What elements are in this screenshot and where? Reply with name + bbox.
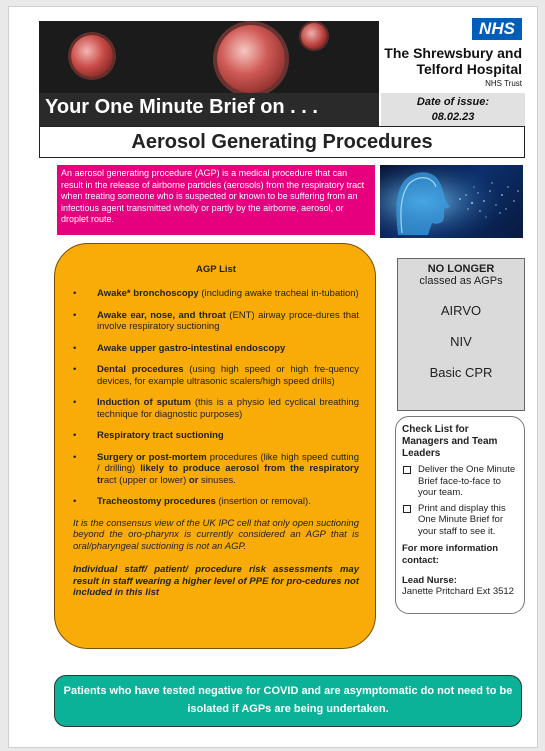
bullet-icon: • [73, 496, 77, 507]
issue-date: 08.02.23 [431, 111, 475, 123]
list-item: • Awake ear, nose, and throat (ENT) airway proce-dures that involve respiratory suctioning [73, 309, 360, 332]
list-item: • Awake* bronchoscopy (including awake tracheal in-tubation) [73, 288, 359, 299]
manager-checklist [395, 416, 525, 614]
bullet-icon: • [73, 288, 77, 299]
checklist-title: Check List for Managers and Team Leaders [402, 424, 498, 459]
checklist-item: Print and display this One Minute Brief for your staff to see it. [402, 503, 518, 538]
bullet-icon: • [73, 430, 77, 441]
list-item: • Surgery or post-mortem procedures (like high speed cutting / drilling) likely to produce aerosol from the respiratory tract (upper or lower) or sinuses. [73, 451, 359, 486]
issue-date-box [381, 93, 525, 126]
page-title-box [39, 126, 525, 158]
more-info-label: For more information contact: [402, 543, 499, 566]
headline-bar [39, 93, 379, 126]
bullet-icon: • [73, 397, 77, 408]
trust-name-line1: The Shrewsbury and [384, 45, 522, 61]
risk-assessment-note: Individual staff/ patient/ procedure risk assessments may result in staff wearing a higher level of PPE for pro-cedures not included in this list [73, 564, 359, 598]
lead-nurse-label: Lead Nurse: [402, 575, 457, 586]
head-silhouette-icon [380, 165, 523, 238]
bullet-icon: • [73, 342, 77, 354]
list-item: • Induction of sputum (this is a physio led cyclical breathing technique for diagnostic purposes) [73, 397, 359, 420]
no-longer-agps-box [397, 258, 525, 411]
list-item: • Tracheostomy procedures (insertion or removal). [73, 496, 311, 507]
intro-definition: An aerosol generating procedure (AGP) is a medical procedure that can result in the release of airborne particles (aerosols) from the respiratory tract when treating someone who is suspected or known to be suffering from an infectious agent transmitted wholly or partly by the airborne, aerosol, or droplet route. [57, 165, 375, 235]
airborne-particles-head-image [380, 165, 523, 238]
list-item: • Awake upper gastro-intestinal endoscopy [73, 342, 286, 354]
agp-list-title: AGP List [196, 264, 236, 275]
headline-text: Your One Minute Brief on . . . [45, 96, 318, 118]
trust-subtitle: NHS Trust [485, 79, 522, 88]
no-longer-heading: NO LONGER [427, 263, 495, 275]
bullet-icon: • [73, 364, 77, 375]
nhs-logo: NHS [472, 18, 522, 40]
no-longer-item-basic-cpr: Basic CPR [429, 365, 493, 380]
ipc-consensus-note: It is the consensus view of the UK IPC cell that only open suctioning beyond the oro-pharynx is currently considered an AGP that is oral/pharyngeal suctioning is not an AGP. [73, 517, 359, 552]
checklist-item: Deliver the One Minute Brief face-to-face to your team. [402, 464, 518, 499]
no-longer-subheading: classed as AGPs [419, 275, 503, 287]
list-item: • Respiratory tract suctioning [73, 430, 224, 441]
agp-list-panel [54, 243, 376, 649]
no-longer-item-niv: NIV [450, 334, 472, 349]
isolation-footer-note: Patients who have tested negative for COVID and are asymptomatic do not need to be isolated if AGPs are being undertaken. [54, 675, 522, 727]
coronavirus-banner-image [39, 21, 379, 93]
trust-name-line2: Telford Hospital [416, 61, 522, 77]
checkbox-icon [403, 466, 411, 474]
checkbox-icon [403, 505, 411, 513]
bullet-icon: • [73, 451, 77, 463]
list-item: • Dental procedures (using high speed or high fre-quency devices, for example ultrasonic scalers/high speed drills) [73, 364, 359, 387]
issue-label: Date of issue: [416, 96, 490, 108]
brief-page [8, 6, 538, 748]
page-title: Aerosol Generating Procedures [131, 131, 433, 153]
no-longer-item-airvo: AIRVO [440, 303, 482, 318]
bullet-icon: • [73, 309, 77, 321]
lead-nurse-contact: Janette Pritchard Ext 3512 [402, 586, 514, 597]
trust-name [384, 45, 522, 77]
